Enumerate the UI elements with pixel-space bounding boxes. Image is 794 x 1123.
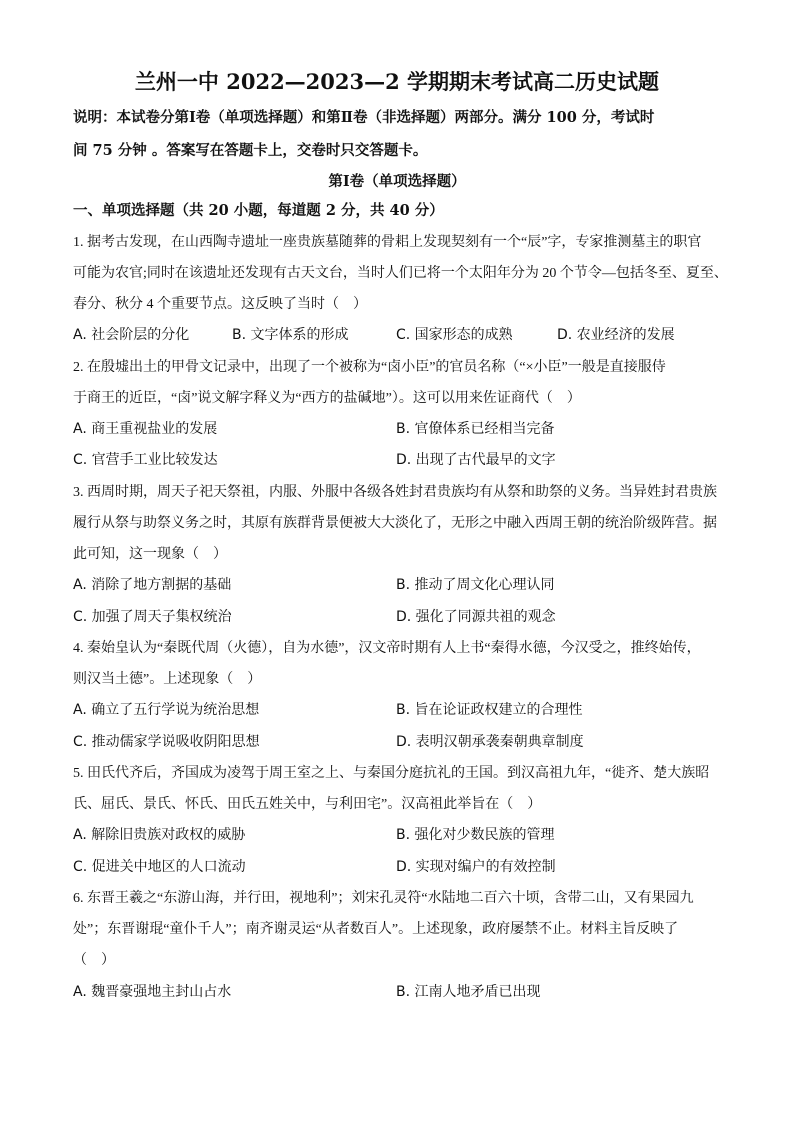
option-b: B. 官僚体系已经相当完备 — [396, 421, 555, 437]
options-row — [73, 570, 743, 601]
question-text-line: 1. 据考古发现，在山西陶寺遗址一座贵族墓随葬的骨耜上发现契刻有一个“辰”字，专家推测墓主的职官 — [73, 234, 702, 250]
question-text-line: 2. 在殷墟出土的甲骨文记录中，出现了一个被称为“卤小臣”的官员名称（“×小臣”一般是直接服侍 — [73, 359, 666, 375]
option-c: C. 促进关中地区的人口流动 — [73, 858, 246, 875]
section-heading: 一、单项选择题（共 20 小题，每道题 2 分，共 40 分） — [73, 202, 444, 219]
option-d: D. 实现对编户的有效控制 — [396, 858, 556, 875]
question-text-line: 3. 西周时期，周天子祀天祭祖，内服、外服中各级各姓封君贵族均有从祭和助祭的义务。当异姓封君贵族 — [73, 484, 717, 500]
option-d: D. 农业经济的发展 — [557, 327, 675, 344]
option-b: B. 推动了周文化心理认同 — [396, 577, 555, 594]
option-c: C. 加强了周天子集权统治 — [73, 608, 232, 625]
question-text-line: 可能为农官;同时在该遗址还发现有古天文台，当时人们已将一个太阳年分为 20 个节令—包括冬至、夏至、 — [73, 265, 728, 281]
question-5 — [73, 758, 743, 883]
option-a: A. 魏晋豪强地主封山占水 — [73, 983, 232, 1000]
question-text-line: 此可知，这一现象（ ） — [73, 547, 227, 562]
question-text-line: 氏、屈氏、景氏、怀氏、田氏五姓关中，与利田宅”。汉高祖此举旨在（ ） — [73, 797, 542, 812]
question-3 — [73, 477, 743, 633]
instructions — [73, 101, 733, 167]
instructions-line: 间 75 分钟 。答案写在答题卡上，交卷时只交答题卡。 — [73, 142, 428, 159]
option-a: A. 解除旧贵族对政权的威胁 — [73, 827, 246, 844]
option-b: B. 文字体系的形成 — [232, 327, 349, 344]
question-text-line: 5. 田氏代齐后，齐国成为凌驾于周王室之上、与秦国分庭抗礼的王国。到汉高祖九年，“徙齐、楚大族昭 — [73, 765, 710, 781]
part-title: 第Ⅰ卷（单项选择题） — [328, 173, 466, 190]
options-row — [73, 320, 743, 351]
options-row — [73, 445, 743, 476]
options-row — [73, 414, 743, 445]
option-b: B. 江南人地矛盾已出现 — [396, 983, 541, 1000]
question-6 — [73, 883, 743, 1008]
question-text-line: 则汉当土德”。上述现象（ ） — [73, 672, 262, 687]
options-row — [73, 852, 743, 883]
option-d: D. 表明汉朝承袭秦朝典章制度 — [396, 733, 584, 750]
options-row — [73, 727, 743, 758]
option-b: B. 旨在论证政权建立的合理性 — [396, 702, 583, 719]
options-row — [73, 977, 743, 1008]
question-1 — [73, 227, 743, 352]
question-2 — [73, 352, 743, 477]
questions-list — [73, 227, 743, 1008]
instructions-line: 说明：本试卷分第Ⅰ卷（单项选择题）和第Ⅱ卷（非选择题）两部分。满分 100 分，考试时 — [73, 109, 655, 126]
question-text-line: （ ） — [73, 953, 115, 969]
option-c: C. 国家形态的成熟 — [396, 327, 513, 344]
options-row — [73, 602, 743, 633]
option-c: C. 推动儒家学说吸收阴阳思想 — [73, 733, 260, 750]
question-text-line: 于商王的近臣，“卤”说文解字释义为“西方的盐碱地”）。这可以用来佐证商代（ ） — [73, 390, 581, 406]
option-a: A. 社会阶层的分化 — [73, 327, 190, 344]
question-text-line: 4. 秦始皇认为“秦既代周（火德），自为水德”，汉文帝时期有人上书“秦得水德，今汉受之，推终始传， — [73, 640, 701, 656]
option-b: B. 强化对少数民族的管理 — [396, 827, 555, 844]
options-row — [73, 820, 743, 851]
option-d: D. 强化了同源共祖的观念 — [396, 608, 556, 625]
question-text-line: 6. 东晋王羲之“东游山海，并行田，视地利”；刘宋孔灵符“水陆地二百六十顷，含带二山，又有果园九 — [73, 890, 694, 906]
option-a: A. 商王重视盐业的发展 — [73, 421, 218, 437]
option-a: A. 消除了地方割据的基础 — [73, 577, 232, 594]
question-4 — [73, 633, 743, 758]
option-a: A. 确立了五行学说为统治思想 — [73, 702, 260, 719]
question-text-line: 处”；东晋谢琨“童仆千人”；南齐谢灵运“从者数百人”。上述现象，政府屡禁不止。材料主旨反映了 — [73, 922, 679, 937]
option-c: C. 官营手工业比较发达 — [73, 452, 218, 469]
options-row — [73, 695, 743, 726]
question-text-line: 履行从祭与助祭义务之时，其原有族群背景便被大大淡化了，无形之中融入西周王朝的统治阶级阵营。据 — [73, 515, 717, 531]
option-d: D. 出现了古代最早的文字 — [396, 452, 556, 469]
exam-title: 兰州一中 2022—2023—2 学期期末考试高二历史试题 — [134, 69, 660, 94]
question-text-line: 春分、秋分 4 个重要节点。这反映了当时（ ） — [73, 297, 367, 312]
